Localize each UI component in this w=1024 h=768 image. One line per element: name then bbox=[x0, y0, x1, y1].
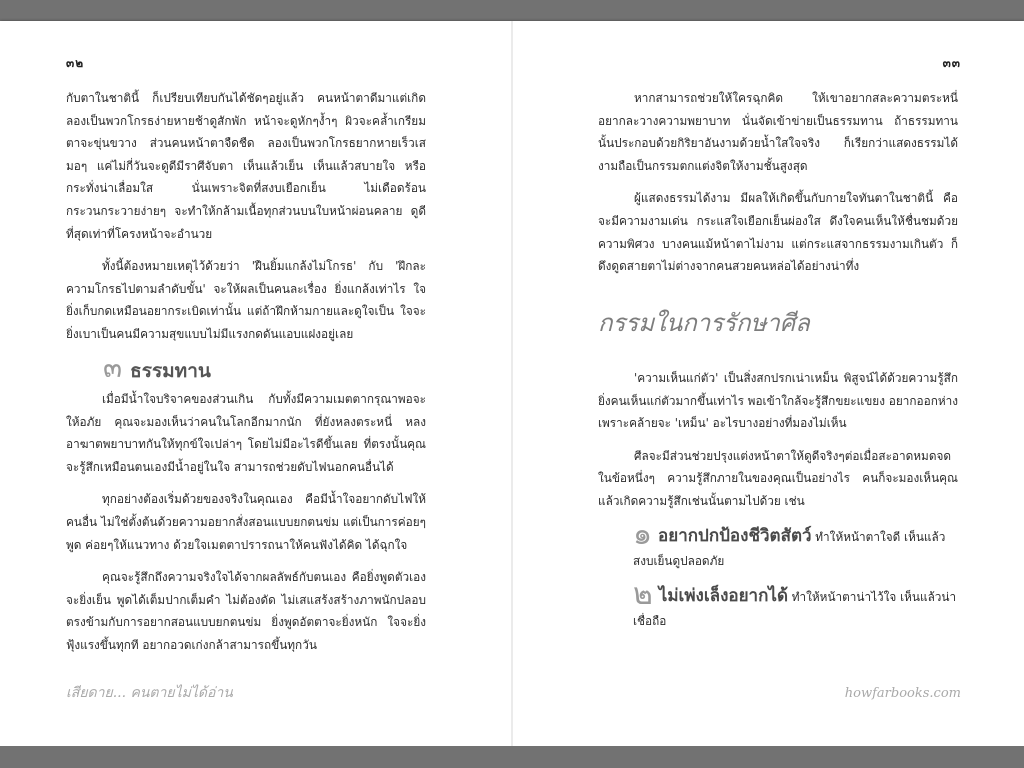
paragraph: ทุกอย่างต้องเริ่มด้วยของจริงในคุณเอง คือมีนํ้าใจอยากดับไฟให้คนอื่น ไม่ใช่ตั้งต้นด้วยความอยากสั่งสอนแบบยกตนข่ม แต่เป็นการค่อยๆ พูด ค่อยๆให้แนวทาง ด้วยใจเมตตาปรารถนาให้คนฟังได้คิด ได้ฉุกใจ bbox=[66, 492, 426, 552]
list-item bbox=[633, 517, 958, 573]
chapter-title: กรรมในการรักษาศีล bbox=[598, 309, 810, 337]
page-number-left: ๓๒ bbox=[66, 56, 85, 70]
list-item-text: ทำให้หน้าตาน่าไว้ใจ เห็นแล้วน่าเชื่อถือ bbox=[633, 590, 957, 628]
list-item-text: ทำให้หน้าตาใจดี เห็นแล้วสงบเย็นดูปลอดภัย bbox=[633, 530, 946, 568]
list-item-number: ๒ bbox=[633, 577, 653, 612]
section-heading bbox=[103, 346, 211, 390]
paragraph: คุณจะรู้สึกถึงความจริงใจได้จากผลลัพธ์กับตนเอง คือยิ่งพูดตัวเองจะยิ่งเย็น พูดได้เต็มปากเต็มคำ ไม่ต้องดัด ไม่เสแสร้งสร้างภาพนักปลอบตรงข้ามกับการอยากสอนแบบยกตนข่ม ยิ่งพูดอัตตาจะยิ่งหนัก ใจจะยิ่งฟุ้งแรงขึ้นทุกที อยากอวดเก่งกล้าสามารถขึ้นทุกวัน bbox=[66, 570, 426, 652]
paragraph: เมื่อมีนํ้าใจบริจาคของส่วนเกิน กับทั้งมีความเมตตากรุณาพอจะให้อภัย คุณจะมองเห็นว่าคนในโลกอีกมากนัก ที่ยังหลงตระหนี่ หลงอาฆาตพยาบาทกันให้ทุกข์ใจเปล่าๆ โดยไม่มีอะไรดีขึ้นเลย ที่ตรงนั้นคุณจะรู้สึกเหมือนตนเองมีนํ้าอยู่ในใจ สามารถช่วยดับไฟนอกคนอื่นได้ bbox=[66, 392, 426, 474]
left-page bbox=[0, 21, 511, 746]
paragraph: ทั้งนี้ต้องหมายเหตุไว้ด้วยว่า 'ฝืนยิ้มแกล้งไม่โกรธ' กับ 'ฝึกละความโกรธไปตามลำดับขั้น' จะให้ผลเป็นคนละเรื่อง ยิ่งแกล้งเท่าไร ใจยิ่งเก็บกดเหมือนอยากระเบิดเท่านั้น แต่ถ้าฝึกห้ามกายและดูใจเป็น ใจจะยิ่งเบาเป็นคนมีความสุขแบบไม่มีแรงกดดันแอบแฝงอยู่เลย bbox=[66, 259, 426, 341]
list-item bbox=[633, 577, 958, 633]
list-item-title: อยากปกป้องชีวิตสัตว์ bbox=[658, 526, 812, 546]
paragraph: 'ความเห็นแก่ตัว' เป็นสิ่งสกปรกเน่าเหม็น พิสูจน์ได้ด้วยความรู้สึกยิ่งคนเห็นแก่ตัวมากขึ้นเท่าไร พอเข้าใกล้จะรู้สึกขยะแขยง อยากออกห่าง เพราะคล้ายจะ 'เหม็น' อะไรบางอย่างที่มองไม่เห็น bbox=[598, 371, 958, 431]
paragraph: ศีลจะมีส่วนช่วยปรุงแต่งหน้าตาให้ดูดีจริงๆต่อเมื่อสะอาดหมดจดในข้อหนึ่งๆ ความรู้สึกภายในของคุณเป็นอย่างไร คนก็จะมองเห็นคุณแล้วเกิดความรู้สึกเช่นนั้นตามไปด้วย เช่น bbox=[598, 448, 958, 508]
left-body-block-2 bbox=[66, 388, 426, 657]
reader-top-bar bbox=[0, 0, 1024, 21]
right-body-block-2 bbox=[598, 367, 958, 513]
reader-bottom-bar bbox=[0, 746, 1024, 768]
paragraph: กับตาในชาตินี้ ก็เปรียบเทียบกันได้ชัดๆอยู่แล้ว คนหน้าตาดีมาแต่เกิด ลองเป็นพวกโกรธง่ายหายช้าดูสักพัก หน้าจะดูหักๆงํ้าๆ ผิวจะคลํ้าเกรียม ตาจะขุ่นขวาง ส่วนคนหน้าตาจืดชืด ลองเป็นพวกโกรธยากหายเร็วเสมอๆ แค่ไม่กี่วันจะดูดีมีราศีจับตา เห็นแล้วเย็น เห็นแล้วสบายใจ หรือกระทั่งน่าเลื่อมใส นั่นเพราะจิตที่สงบเยือกเย็น ไม่เดือดร้อนกระวนกระวายง่ายๆ จะทำให้กล้ามเนื้อทุกส่วนบนใบหน้าผ่อนคลาย ดูดีที่สุดเท่าที่โครงหน้าจะอำนวย bbox=[66, 91, 426, 241]
book-spread bbox=[0, 21, 1024, 746]
left-body-block-1 bbox=[66, 87, 426, 346]
list-item-title: ไม่เพ่งเล็งอยากได้ bbox=[658, 586, 788, 606]
right-page bbox=[513, 21, 1024, 746]
section-title: ธรรมทาน bbox=[130, 360, 211, 382]
website-footer: howfarbooks.com bbox=[844, 686, 961, 701]
page-number-right: ๓๓ bbox=[942, 56, 961, 70]
section-number: ๓ bbox=[103, 351, 123, 384]
book-title-footer: เสียดาย... คนตายไม่ได้อ่าน bbox=[66, 685, 233, 701]
paragraph: ผู้แสดงธรรมได้งาม มีผลให้เกิดขึ้นกับกายใจทันตาในชาตินี้ คือจะมีความงามเด่น กระแสใจเยือกเย็นผ่องใส ดึงใจคนเห็นให้ชื่นชมด้วยความพิศวง บางคนแม้หน้าตาไม่งาม แต่กระแสจากธรรมงามเกินตัว ก็ดึงดูดสายตาไม่ต่างจากคนสวยคนหล่อได้อย่างน่าทึ่ง bbox=[598, 191, 958, 274]
paragraph: หากสามารถช่วยให้ใครฉุกคิด ให้เขาอยากสละความตระหนี่ อยากละวางความพยาบาท นั่นจัดเข้าข่ายเป็นธรรมทาน ถ้าธรรมทานนั้นประกอบด้วยกิริยาอันงามด้วยนํ้าใสใจจริง ก็เรียกว่าแสดงธรรมได้งามถือเป็นกรรมตกแต่งจิตให้งามชั้นสูงสุด bbox=[598, 91, 958, 173]
list-item-number: ๑ bbox=[633, 517, 653, 552]
right-body-block-1 bbox=[598, 87, 958, 278]
